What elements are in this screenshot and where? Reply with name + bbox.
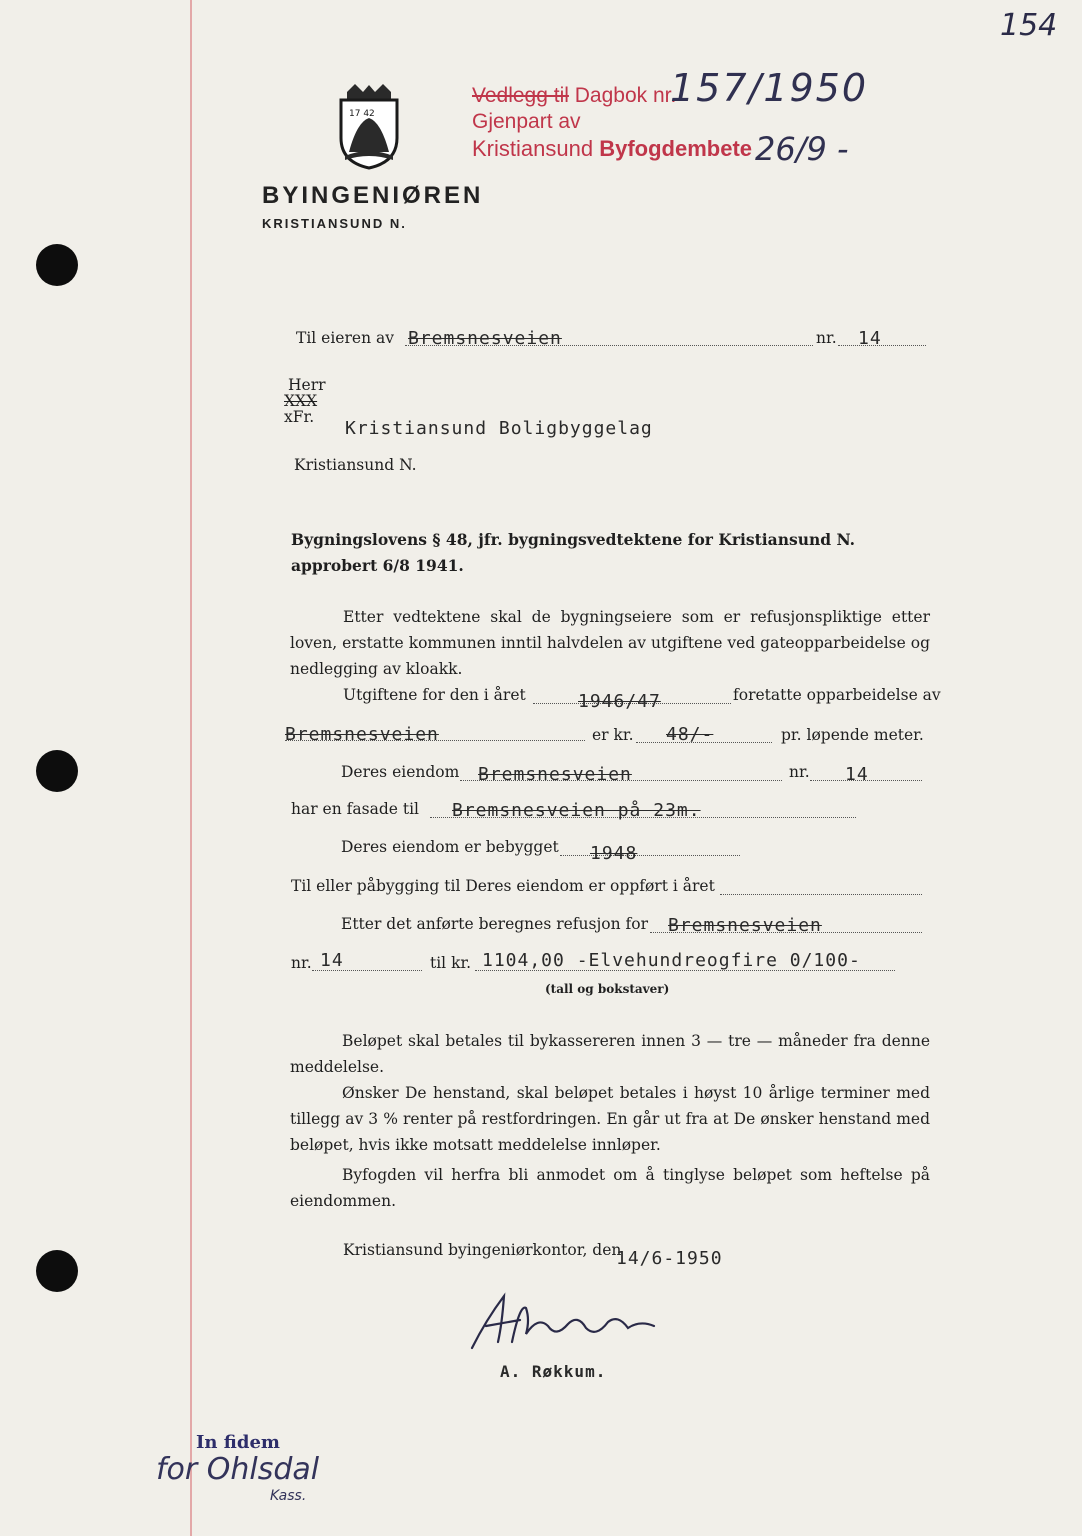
struck-label: XXX	[284, 392, 318, 410]
law-heading-line1: Bygningslovens § 48, jfr. bygningsvedtektene for Kristiansund N.	[291, 530, 856, 549]
closing-date: 14/6-1950	[616, 1248, 723, 1269]
lopende-label: pr. løpende meter.	[781, 726, 924, 744]
nr2-label: nr.	[291, 954, 312, 972]
stamp-line1	[472, 84, 676, 108]
bebygget-label: Deres eiendom er bebygget	[341, 838, 559, 856]
eiendom-value: Bremsnesveien	[478, 764, 632, 785]
city-label: Kristiansund N.	[294, 456, 417, 474]
tall-note: (tall og bokstaver)	[545, 982, 670, 996]
city-crest-icon	[335, 82, 403, 170]
til-kr-label: til kr.	[430, 954, 472, 972]
refusjon-value: Bremsnesveien	[668, 915, 822, 936]
er-kr-label: er kr.	[592, 726, 634, 744]
law-heading-line2: approbert 6/8 1941.	[291, 556, 464, 575]
crest-text: 17 42	[349, 109, 375, 119]
punch-hole	[36, 244, 78, 286]
recipient-name: Kristiansund Boligbyggelag	[345, 418, 653, 439]
foretatte-label: foretatte opparbeidelse av	[733, 686, 941, 704]
herr-label: Herr	[288, 376, 326, 394]
address-street: Bremsnesveien	[408, 328, 562, 349]
punch-hole	[36, 1250, 78, 1292]
signer-name: A. Røkkum.	[500, 1362, 607, 1381]
dagbok-number: 157/1950	[670, 66, 869, 110]
bebygget-value: 1948	[590, 843, 638, 864]
letterhead-title: BYINGENIØREN	[262, 182, 484, 209]
address-nr: 14	[858, 328, 882, 349]
deres-eiendom-label: Deres eiendom	[341, 763, 460, 781]
nr-value: 14	[845, 764, 869, 785]
bottom-handwriting-kass: Kass.	[270, 1488, 307, 1504]
stamp-date: 26/9 -	[755, 130, 849, 168]
kr-value: 48/-	[666, 724, 714, 745]
nr-label-2: nr.	[789, 763, 810, 781]
stamp-dagbok: Dagbok nr.	[574, 84, 677, 107]
closing-place: Kristiansund byingeniørkontor, den	[343, 1241, 622, 1259]
stamp-byfogd: Byfogdembete	[599, 136, 752, 161]
paabygging-line	[720, 894, 922, 895]
margin-line	[190, 0, 192, 1536]
stamp-line3	[472, 136, 752, 162]
stamp-struck: Vedlegg til	[472, 84, 569, 107]
bebygget-line	[560, 855, 740, 856]
page-number: 154	[1000, 8, 1058, 43]
henstand-paragraph: Ønsker De henstand, skal beløpet betales i høyst 10 årlige terminer med tillegg av 3 % renter på restfordringen. En går ut fra at De ønsker henstand med beløpet, hvis ikke motsatt meddelelse innløper.	[290, 1084, 930, 1154]
fasade-value: Bremsnesveien på 23m.	[452, 800, 701, 821]
refusjon-label: Etter det anførte beregnes refusjon for	[341, 915, 648, 933]
amount-value: 1104,00 -Elvehundreogfire 0/100-	[482, 950, 861, 971]
stamp-line2: Gjenpart av	[472, 110, 581, 133]
tinglyse-paragraph: Byfogden vil herfra bli anmodet om å tinglyse beløpet som heftelse på eiendommen.	[290, 1166, 930, 1210]
letterhead-subtitle: KRISTIANSUND N.	[262, 216, 407, 231]
fasade-label: har en fasade til	[291, 800, 419, 818]
stamp-kristiansund: Kristiansund	[472, 136, 594, 161]
nr-label: nr.	[816, 329, 837, 347]
payment-paragraph: Beløpet skal betales til bykassereren innen 3 — tre — måneder fra denne meddelelse.	[290, 1032, 930, 1076]
intro-paragraph: Etter vedtektene skal de bygningseiere som er refusjonspliktige etter loven, erstatte kommunen inntil halvdelen av utgiftene ved gateopparbeidelse og nedlegging av kloakk.	[290, 608, 930, 678]
utgiftene-label: Utgiftene for den i året	[343, 686, 526, 704]
punch-hole	[36, 750, 78, 792]
nr-line	[838, 345, 926, 346]
fr-label: xFr.	[284, 408, 315, 426]
street-value: Bremsnesveien	[285, 724, 439, 745]
signature	[468, 1290, 668, 1356]
in-fidem-stamp: In fidem	[196, 1432, 280, 1453]
til-eieren-label: Til eieren av	[296, 329, 394, 347]
paabygging-label: Til eller påbygging til Deres eiendom er oppført i året	[291, 877, 715, 895]
nr2-value: 14	[320, 950, 344, 971]
bottom-handwriting: for Ohlsdal	[156, 1452, 320, 1487]
year-value: 1946/47	[578, 691, 661, 712]
